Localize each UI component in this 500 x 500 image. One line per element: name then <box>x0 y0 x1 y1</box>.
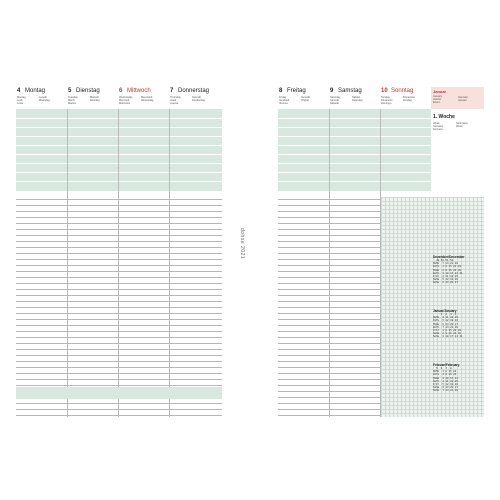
time-line <box>16 283 222 284</box>
mini-calendar-row: MiWe 3 10 17 24 <box>433 376 458 380</box>
band-stripe <box>329 154 380 155</box>
mini-calendar-row: MoMo 4 11 18 25 <box>433 316 458 320</box>
mini-calendar-row: SaSa 2 9 16 23 30 <box>433 332 462 336</box>
band-stripe <box>118 127 169 128</box>
band-stripe <box>169 145 222 146</box>
day-name-translations: Lunedì Maandag <box>39 96 50 102</box>
time-line <box>16 415 222 416</box>
time-line <box>278 265 380 266</box>
band-stripe <box>329 181 380 182</box>
band-stripe <box>278 154 329 155</box>
time-line <box>278 301 380 302</box>
time-line <box>278 403 380 404</box>
day-name-translations: Saturday Samedi Sábado <box>330 96 341 105</box>
time-line <box>16 295 222 296</box>
band-stripe <box>67 118 118 119</box>
band-stripe <box>67 172 118 173</box>
day-name-translations: Venerdì Vrijdag <box>301 96 310 102</box>
time-line <box>278 199 380 200</box>
band-stripe <box>278 118 329 119</box>
brand-label: dohse 2021 <box>239 228 245 260</box>
band-stripe <box>278 127 329 128</box>
mini-calendar-row: MiWe 2 9 16 23 30 <box>433 268 462 272</box>
band-stripe <box>118 136 169 137</box>
month-translations: Gennaio Januari <box>458 96 468 102</box>
time-line <box>278 397 380 398</box>
band-stripe <box>169 136 222 137</box>
column-divider <box>380 109 381 417</box>
header-band <box>67 109 118 191</box>
band-stripe <box>16 127 67 128</box>
time-line <box>16 247 222 248</box>
time-line <box>16 301 222 302</box>
right-page <box>278 87 484 417</box>
lunch-band <box>16 393 222 399</box>
band-stripe <box>118 181 169 182</box>
time-line <box>16 199 222 200</box>
day-name-translations: Martedì Dinsdag <box>90 96 100 102</box>
month-title: Januar <box>433 89 447 94</box>
time-line <box>16 259 222 260</box>
time-line <box>16 409 222 410</box>
band-stripe <box>16 136 67 137</box>
time-line <box>16 343 222 344</box>
header-band <box>118 109 169 191</box>
day-name: Freitag <box>287 88 306 94</box>
band-stripe <box>118 118 169 119</box>
time-line <box>16 361 222 362</box>
time-line <box>278 361 380 362</box>
time-line <box>16 349 222 350</box>
day-name-translations: Montag lundi lunes <box>17 96 26 105</box>
time-line <box>16 367 222 368</box>
band-stripe <box>380 136 431 137</box>
band-stripe <box>380 172 431 173</box>
time-line <box>16 205 222 206</box>
time-line <box>16 229 222 230</box>
band-stripe <box>278 172 329 173</box>
day-number: 7 <box>170 88 174 94</box>
day-name-translations: Domenica Zondag <box>403 96 415 102</box>
time-line <box>278 313 380 314</box>
mini-calendar-row: FrFr 5 12 19 26 <box>433 383 458 387</box>
mini-calendar-row: FrFr 4 11 18 25 <box>433 275 458 279</box>
mini-calendar-row: DiTu 1 8 15 22 29 <box>433 265 462 269</box>
day-number: 6 <box>119 88 123 94</box>
band-stripe <box>329 172 380 173</box>
time-line <box>278 277 380 278</box>
week-title: 1. Woche <box>433 114 455 120</box>
mini-calendar-row: SoSu 7 14 21 28 <box>433 389 458 393</box>
band-stripe <box>67 181 118 182</box>
mini-calendar-january <box>433 309 483 339</box>
day-header <box>169 87 222 109</box>
mini-calendar-row: DoTh 7 14 21 28 <box>433 325 458 329</box>
day-name-translations: Sabato Zaterdag <box>352 96 363 102</box>
day-header <box>16 87 67 109</box>
mini-calendar-row: DoTh 3 10 17 24 31 <box>433 271 463 275</box>
mini-calendar-title: Dezember/December <box>433 255 465 259</box>
mini-calendar-row: SaSa 5 12 19 26 <box>433 278 458 282</box>
time-line <box>16 373 222 374</box>
day-header <box>118 87 169 109</box>
time-line <box>16 331 222 332</box>
time-line <box>278 229 380 230</box>
time-line <box>278 247 380 248</box>
mini-calendar-december <box>433 255 483 285</box>
time-line <box>278 385 380 386</box>
column-divider <box>329 109 330 417</box>
band-stripe <box>118 172 169 173</box>
band-stripe <box>16 145 67 146</box>
day-name: Montag <box>25 88 46 94</box>
column-divider <box>169 109 170 417</box>
mini-calendar-row: SoSu 6 13 20 27 <box>433 281 458 285</box>
day-number: 5 <box>68 88 72 94</box>
day-header <box>380 87 431 109</box>
band-stripe <box>118 154 169 155</box>
time-line <box>16 337 222 338</box>
mini-calendar-row: MoMo 7 14 21 28 <box>433 262 458 266</box>
band-stripe <box>67 145 118 146</box>
band-stripe <box>169 163 222 164</box>
time-line <box>278 307 380 308</box>
band-stripe <box>329 136 380 137</box>
header-band <box>169 109 222 191</box>
mini-calendar-row: SoSu 3 10 17 24 31 <box>433 335 463 339</box>
day-name: Donnerstag <box>178 88 210 94</box>
band-stripe <box>278 145 329 146</box>
band-stripe <box>169 181 222 182</box>
time-line <box>16 211 222 212</box>
band-stripe <box>329 118 380 119</box>
time-line <box>278 379 380 380</box>
time-line <box>278 217 380 218</box>
day-number: 10 <box>381 88 388 94</box>
time-line <box>16 313 222 314</box>
time-line <box>16 379 222 380</box>
time-line <box>278 373 380 374</box>
time-line <box>278 367 380 368</box>
time-line <box>278 271 380 272</box>
time-line <box>16 307 222 308</box>
day-name-translations: Giovedì Donderdag <box>192 96 205 102</box>
time-line <box>278 289 380 290</box>
month-translations: January Janvier Enero <box>433 95 443 104</box>
mini-calendar-weeks: 5 6 7 8 <box>433 367 452 370</box>
day-name-translations: Mercoledì Woensdag <box>141 96 154 102</box>
band-stripe <box>169 118 222 119</box>
time-line <box>16 223 222 224</box>
band-stripe <box>16 172 67 173</box>
time-line <box>16 385 222 386</box>
band-stripe <box>169 154 222 155</box>
mini-calendar-row: MoMo 1 8 15 22 <box>433 370 457 374</box>
band-stripe <box>67 136 118 137</box>
time-line <box>278 355 380 356</box>
day-name-translations: Wednesday Mercredi Miércoles <box>119 96 133 105</box>
band-stripe <box>278 136 329 137</box>
header-band <box>16 109 67 191</box>
day-name: Samstag <box>338 88 362 94</box>
band-stripe <box>329 127 380 128</box>
time-line <box>278 259 380 260</box>
day-name-translations: Thursday Jeudi Jueves <box>170 96 181 105</box>
time-line <box>16 403 222 404</box>
mini-calendar-row: SaSa 6 13 20 27 <box>433 386 458 390</box>
day-name: Dienstag <box>76 88 100 94</box>
mini-calendar-row: MiWe 6 13 20 27 <box>433 322 458 326</box>
mini-calendar-weeks: 49 50 51 52 <box>433 259 454 262</box>
band-stripe <box>169 172 222 173</box>
band-stripe <box>67 127 118 128</box>
day-number: 4 <box>17 88 21 94</box>
time-line <box>278 331 380 332</box>
time-line <box>16 241 222 242</box>
band-stripe <box>329 145 380 146</box>
band-stripe <box>16 154 67 155</box>
time-line <box>16 235 222 236</box>
time-line <box>278 241 380 242</box>
time-line <box>16 253 222 254</box>
band-stripe <box>380 181 431 182</box>
time-line <box>16 217 222 218</box>
band-stripe <box>118 163 169 164</box>
mini-calendar-title: Februar/February <box>433 363 460 367</box>
time-line <box>16 277 222 278</box>
mini-calendar-row: DiTu 2 9 16 23 <box>433 373 457 377</box>
mini-calendar-row: DoTh 4 11 18 25 <box>433 379 458 383</box>
mini-calendar-row: DiTu 5 12 19 26 <box>433 319 458 323</box>
mini-calendar-february <box>433 363 483 393</box>
time-line <box>278 211 380 212</box>
time-line <box>278 337 380 338</box>
time-line <box>278 283 380 284</box>
day-header <box>329 87 380 109</box>
band-stripe <box>16 181 67 182</box>
time-line <box>278 343 380 344</box>
week-translations: Week Semaine Semana <box>433 122 444 131</box>
time-line <box>278 235 380 236</box>
week-translations: Settimana Week <box>456 122 468 128</box>
mini-calendar-row: FrFr 1 8 15 22 29 <box>433 329 462 333</box>
mini-calendar-weeks: 1 2 3 4 <box>433 313 457 316</box>
day-name-translations: Sunday Dimanche Domingo <box>381 96 393 105</box>
time-line <box>16 265 222 266</box>
time-line <box>278 319 380 320</box>
time-line <box>16 289 222 290</box>
time-line <box>278 325 380 326</box>
day-header <box>278 87 329 109</box>
band-stripe <box>16 163 67 164</box>
band-stripe <box>169 127 222 128</box>
band-stripe <box>329 163 380 164</box>
band-stripe <box>380 145 431 146</box>
day-number: 9 <box>330 88 334 94</box>
time-line <box>278 223 380 224</box>
day-header <box>67 87 118 109</box>
band-stripe <box>380 118 431 119</box>
band-stripe <box>380 163 431 164</box>
day-name-translations: Friday Vendredi Viernes <box>279 96 290 105</box>
time-line <box>16 319 222 320</box>
time-line <box>278 409 380 410</box>
band-stripe <box>278 163 329 164</box>
band-stripe <box>67 163 118 164</box>
time-line <box>16 355 222 356</box>
band-stripe <box>380 154 431 155</box>
mini-calendar-title: Januar/January <box>433 309 457 313</box>
band-stripe <box>380 127 431 128</box>
band-stripe <box>16 118 67 119</box>
day-name-translations: Tuesday Mardi Martes <box>68 96 78 105</box>
time-line <box>16 271 222 272</box>
header-band <box>278 109 329 191</box>
band-stripe <box>67 154 118 155</box>
band-stripe <box>278 181 329 182</box>
time-line <box>16 325 222 326</box>
column-divider <box>67 109 68 417</box>
left-page <box>16 87 222 417</box>
band-stripe <box>118 145 169 146</box>
time-line <box>278 295 380 296</box>
day-number: 8 <box>279 88 283 94</box>
day-name: Sonntag <box>391 88 414 94</box>
time-line <box>278 253 380 254</box>
time-line <box>278 391 380 392</box>
header-band <box>329 109 380 191</box>
time-line <box>278 349 380 350</box>
column-divider <box>118 109 119 417</box>
header-band <box>380 109 431 191</box>
day-name: Mittwoch <box>127 88 151 94</box>
time-line <box>278 415 380 416</box>
time-line <box>278 205 380 206</box>
